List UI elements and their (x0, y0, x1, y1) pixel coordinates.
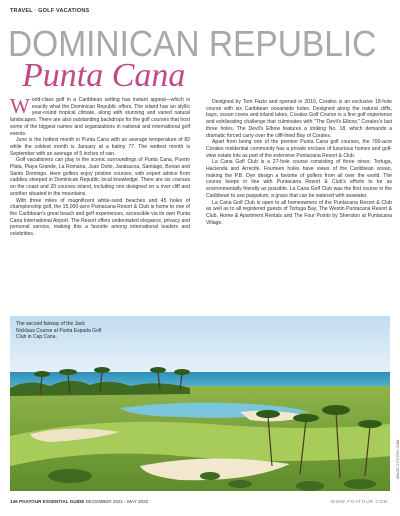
article-paragraph: La Cana Golf Club is open to all homeowners of the Puntacana Resort & Club as well as to all registered guests of Tortuga Bay, The Westin Puntacana Resort & Club, Home & Apartment Rentals and The Four Points by Sheraton at Puntacana Village. (206, 199, 392, 226)
article-paragraph: June is the hottest month in Punta Cana with an average temperature of 82 while the coldest month is January at a balmy 77. The wettest month is September with an average of 5 inches of rain. (10, 137, 190, 157)
article-paragraph: With three miles of magnificent white-sand beaches and 45 holes of championship golf, the 15,000-acre Puntacana Resort & Club is home to one of the Caribbean's great beach and golf experiences, accessible via its own Punta Cana International Airport. The Resort offers understated elegance, privacy and personal service, making this a favorite among international leaders and celebrities. (10, 197, 190, 238)
page-subtitle: Punta Cana (22, 57, 186, 94)
article-paragraph: Designed by Tom Fazio and opened in 2010, Corales is an exclusive 18-hole course with six Caribbean oceanside holes. Designed along the natural cliffs, bays, ocean coves and inland lakes, Corales Golf Course is a fine golf experience and exhilarating challenge that culminates with "The Devil's Elbow," Corales's last three holes. The Devil's Elbow features a striking No. 18, which demands a dramatic forced carry over the cliff-lined Bay of Corales. (206, 99, 392, 139)
website-link[interactable]: WWW.PGATOUR.COM (330, 499, 388, 504)
article-paragraph: World-class golf in a Caribbean setting has instant appeal—which is exactly what the Dominican Republic offers. The island has an idyllic year-round tropical climate, along with stunning and varied natural landscapes. There are also outstanding backdrops for the golf courses that host some of the biggest names and organizations in national and international golf events. (10, 94, 190, 137)
page-footer-left (10, 499, 148, 504)
article-column-left (10, 94, 190, 238)
drop-cap: W (10, 94, 30, 118)
article-paragraph: La Cana Golf Club is a 27-hole course consisting of three nines: Tortuga, Hacienda and Arrecife. Fourteen holes have views of the Caribbean ocean, making the P.B. Dye design a favorite of golfers from all over the world. The course keeps in line with Puntacana Resort & Club's efforts to be as environmentally friendly as possible. La Cana Golf Club was the first course in the Caribbean to use paspalum, a grass that can be watered with seawater. (206, 159, 392, 199)
publication-name: PGATOUR ESSENTIAL GUIDE (18, 499, 85, 504)
article-paragraph: Golf vacationers can play in the scenic surroundings of Punta Cana, Puerto Plata, Playa Grande, La Romana, Juan Dolio, Jarabacoa, Santiago, Bonao and Santo Domingo. Here golfers enjoy pristine courses, with expert advice from caddies steeped in Dominican Republic local knowledge. There are six courses on the coast and 20 courses inland, including one designed on a river cliff and another situated in the mountains. (10, 157, 190, 197)
section-label: TRAVEL · GOLF VACATIONS (10, 8, 90, 14)
article-column-right (206, 99, 392, 226)
photo-credit: IMAGE © ISTOCK.COM (396, 440, 400, 479)
page-title: DOMINICAN REPUBLIC (8, 23, 377, 64)
article-paragraph: Apart from being one of the premier Punta Cana golf courses, the 700-acre Corales residential community has a private enclave of luxurious homes and golf-view estate lots as part of the extensive Puntacana Resort & Club. (206, 139, 392, 159)
issue-date: DECEMBER 2021 - MAY 2022 (85, 499, 149, 504)
golf-course-photo (10, 316, 390, 491)
golf-course-illustration (10, 316, 390, 491)
page-number: 136 (10, 499, 18, 504)
photo-caption: The second fairway of the Jack Nicklaus Course at Punta Espada Golf Club in Cap Cana. (16, 321, 102, 340)
